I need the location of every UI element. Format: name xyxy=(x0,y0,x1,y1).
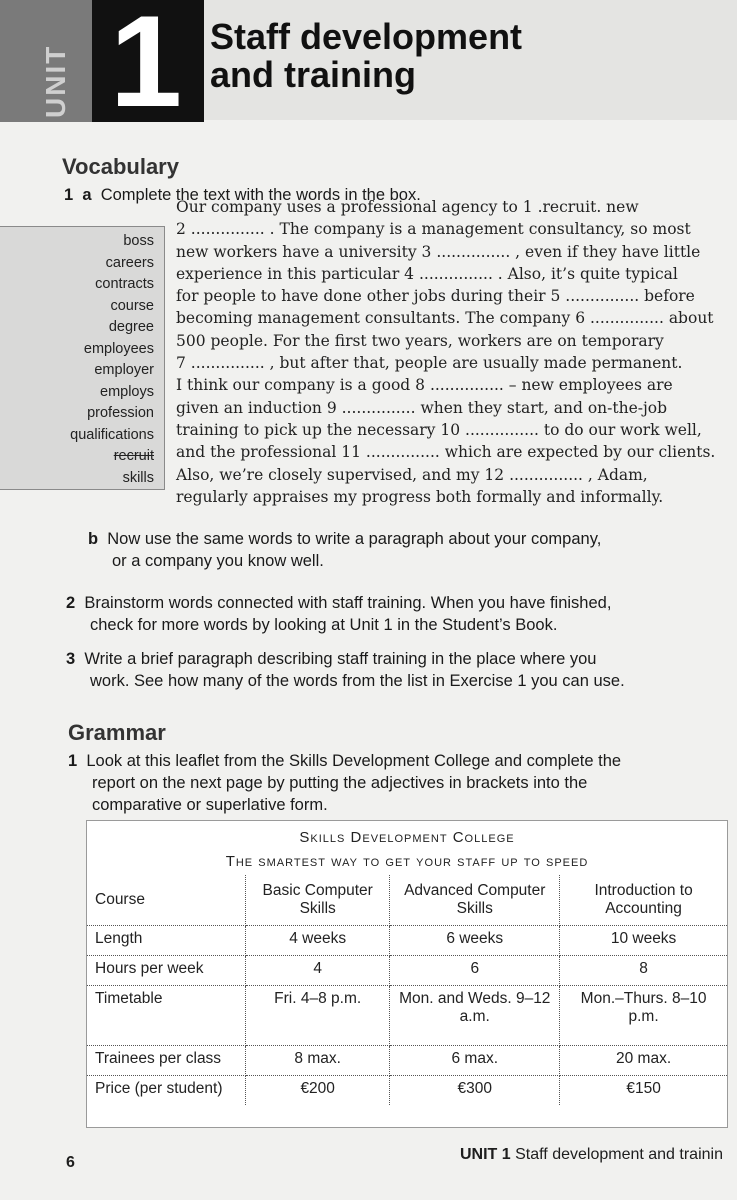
exercise-number: 3 xyxy=(66,650,76,668)
exercise-instruction-line-1: Brainstorm words connected with staff training. When you have finished, xyxy=(84,594,612,612)
page-title xyxy=(210,18,630,94)
table-cell: Mon. and Weds. 9–12 a.m. xyxy=(390,985,560,1045)
word-box-item: degree xyxy=(108,319,154,335)
exercise-number: 1 xyxy=(64,186,74,204)
grammar-exercise-1 xyxy=(68,750,621,816)
row-label-cell: Trainees per class xyxy=(87,1045,246,1075)
table-cell: Advanced Computer Skills xyxy=(390,875,560,925)
passage-line: 7 ............... , but after that, people are usually made permanent. xyxy=(176,354,683,373)
exercise-letter: a xyxy=(82,186,92,204)
row-label-cell: Course xyxy=(87,875,246,925)
table-cell: 4 xyxy=(246,955,390,985)
word-box-item: course xyxy=(110,297,154,314)
passage-line: and the professional 11 ............... which are expected by our clients. xyxy=(176,443,716,462)
unit-label: UNIT xyxy=(40,44,71,118)
passage-line: becoming management consultants. The company 6 ............... about xyxy=(176,309,714,328)
vocabulary-heading: Vocabulary xyxy=(62,154,179,179)
passage-line: experience in this particular 4 ............... . Also, it’s quite typical xyxy=(176,264,678,283)
footer-unit-label: UNIT 1 xyxy=(460,1146,511,1163)
table-cell: 20 max. xyxy=(560,1045,727,1075)
word-box-item: boss xyxy=(123,233,154,249)
exercise-2 xyxy=(66,592,611,636)
exercise-instruction-line-2: check for more words by looking at Unit 1 in the Student’s Book. xyxy=(90,616,558,634)
passage-line: new workers have a university 3 ............... , even if they have little xyxy=(176,242,701,261)
running-footer xyxy=(460,1146,737,1164)
exercise-instruction-line-3: comparative or superlative form. xyxy=(92,796,328,814)
passage-line: regularly appraises my progress both formally and informally. xyxy=(176,487,664,506)
table-cell: €200 xyxy=(246,1075,390,1105)
exercise-instruction: Complete the text with the words in the box. xyxy=(100,186,421,204)
table-cell: 8 xyxy=(560,955,727,985)
table-cell: €300 xyxy=(390,1075,560,1105)
passage-line: training to pick up the necessary 10 ............... to do our work well, xyxy=(176,420,702,439)
table-cell: 4 weeks xyxy=(246,925,390,955)
table-cell: 6 xyxy=(390,955,560,985)
passage-line: I think our company is a good 8 ............... – new employees are xyxy=(176,376,673,395)
row-label-cell: Timetable xyxy=(87,985,246,1045)
word-list xyxy=(0,231,154,489)
passage-line: Our company uses a professional agency to 1 .recruit. new xyxy=(176,198,639,216)
word-box-item: employees xyxy=(83,340,154,357)
passage-line: for people to have done other jobs during their 5 ............... before xyxy=(176,287,695,306)
passage-line: Also, we’re closely supervised, and my 12 ............... , Adam, xyxy=(176,465,648,484)
table-cell: Mon.–Thurs. 8–10 p.m. xyxy=(560,985,727,1045)
passage-line: given an induction 9 ............... when they start, and on-the-job xyxy=(176,398,668,417)
table-cell: €150 xyxy=(626,1079,661,1097)
word-box-item: contracts xyxy=(95,276,154,292)
exercise-instruction-line-2: report on the next page by putting the adjectives in brackets into the xyxy=(92,774,588,792)
table-row xyxy=(87,925,727,955)
word-box-item: careers xyxy=(105,254,154,271)
table-cell: Fri. 4–8 p.m. xyxy=(246,985,390,1045)
table-cell: 6 weeks xyxy=(390,925,560,955)
passage-line: 2 ............... . The company is a management consultancy, so most xyxy=(176,220,691,239)
row-label-cell: Length xyxy=(87,925,246,955)
word-box-item: employs xyxy=(100,383,154,400)
table-cell: 10 weeks xyxy=(560,925,727,955)
exercise-letter: b xyxy=(88,530,99,548)
leaflet xyxy=(86,820,728,1128)
exercise-instruction-line-2: work. See how many of the words from the list in Exercise 1 you can use. xyxy=(90,672,625,690)
exercise-instruction-line-1: Write a brief paragraph describing staff training in the place where you xyxy=(84,650,597,668)
table-row xyxy=(87,1075,727,1105)
word-box xyxy=(0,226,165,490)
passage-text xyxy=(176,196,721,508)
title-line-2: and training xyxy=(210,54,416,95)
exercise-number: 2 xyxy=(66,594,76,612)
table-row xyxy=(87,985,727,1045)
word-box-item: employer xyxy=(94,362,154,378)
leaflet-slogan: The smartest way to get your staff up to speed xyxy=(225,853,589,870)
course-table xyxy=(87,875,727,1105)
table-cell: Introduction to Accounting xyxy=(560,875,727,925)
exercise-instruction-line-1: Look at this leaflet from the Skills Development College and complete the xyxy=(86,752,622,770)
word-box-item: recruit xyxy=(113,448,154,464)
row-label-cell: Price (per student) xyxy=(87,1075,246,1105)
exercise-3 xyxy=(66,648,625,692)
word-box-item: qualifications xyxy=(70,426,154,443)
table-row xyxy=(87,875,727,925)
exercise-number: 1 xyxy=(68,752,78,770)
leaflet-title: Skills Development College xyxy=(299,829,515,846)
title-line-1: Staff development xyxy=(210,16,523,57)
exercise-instruction-line-1: Now use the same words to write a paragraph about your company, xyxy=(107,530,602,548)
table-cell: 8 max. xyxy=(246,1045,390,1075)
footer-unit-title: Staff development and trainin xyxy=(515,1146,723,1163)
grammar-heading: Grammar xyxy=(68,720,166,745)
table-row xyxy=(87,1045,727,1075)
passage-line: 500 people. For the first two years, workers are on temporary xyxy=(176,331,664,350)
exercise-1b xyxy=(88,528,601,572)
row-label-cell: Hours per week xyxy=(87,955,246,985)
unit-number: 1 xyxy=(109,0,183,134)
table-cell: 6 max. xyxy=(390,1045,560,1075)
table-row xyxy=(87,955,727,985)
table-cell: Basic Computer Skills xyxy=(246,875,390,925)
word-box-item: profession xyxy=(87,405,154,421)
page-number: 6 xyxy=(66,1154,75,1171)
exercise-instruction-line-2: or a company you know well. xyxy=(112,552,324,570)
word-box-item: skills xyxy=(122,469,154,486)
